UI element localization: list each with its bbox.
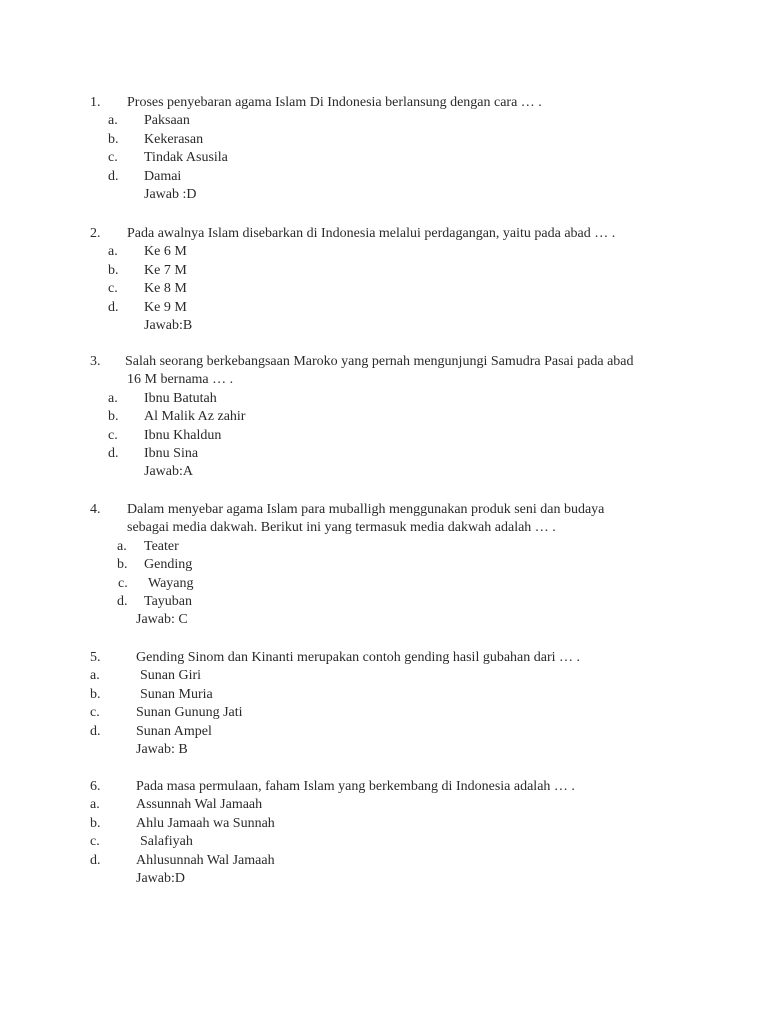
option-label: b. (108, 409, 119, 425)
option-text: Tayuban (144, 594, 193, 609)
option-text: Ibnu Khaldun (144, 427, 222, 443)
option-label: d. (108, 168, 119, 184)
option-text: Kekerasan (144, 131, 204, 147)
option-label: a. (117, 538, 127, 554)
option-text: Al Malik Az zahir (144, 409, 246, 425)
option-text: Sunan Giri (140, 668, 202, 684)
option-text: Salafiyah (140, 834, 193, 850)
option-label: d. (90, 723, 101, 739)
option-label: b. (108, 262, 119, 278)
option-label: a. (108, 244, 118, 260)
option-label: a. (108, 113, 118, 129)
option-label: d. (90, 852, 101, 868)
option-text: Teater (144, 538, 179, 554)
option-text: Sunan Ampel (136, 723, 212, 739)
question-number: 3. (90, 354, 101, 369)
option-label: c. (108, 150, 118, 166)
option-text: Sunan Muria (140, 686, 213, 702)
option-text: Ibnu Batutah (144, 390, 217, 406)
option-label: d. (117, 594, 128, 609)
option-text: Damai (144, 168, 182, 184)
answer-key: Jawab:D (136, 871, 185, 886)
question-stem-continuation: sebagai media dakwah. Berikut ini yang termasuk media dakwah adalah … . (127, 520, 556, 536)
option-text: Sunan Gunung Jati (136, 705, 243, 721)
option-label: a. (108, 390, 118, 406)
question-stem: Dalam menyebar agama Islam para muballigh menggunakan produk seni dan budaya (127, 502, 605, 517)
option-text: Paksaan (144, 113, 190, 129)
option-label: b. (117, 557, 128, 573)
option-label: d. (108, 299, 119, 315)
option-text: Ahlu Jamaah wa Sunnah (136, 815, 275, 831)
option-text: Ahlusunnah Wal Jamaah (136, 852, 275, 868)
option-text: Gending (144, 557, 193, 573)
option-label: c. (90, 705, 100, 721)
question-number: 5. (90, 650, 101, 665)
option-text: Ke 6 M (144, 244, 187, 260)
question-stem-continuation: 16 M bernama … . (127, 372, 234, 388)
option-label: b. (108, 131, 119, 147)
option-label: a. (90, 797, 100, 813)
question-stem: Gending Sinom dan Kinanti merupakan contoh gending hasil gubahan dari … . (136, 650, 581, 665)
option-label: b. (90, 686, 101, 702)
question-number: 4. (90, 502, 101, 517)
option-label: b. (90, 815, 101, 831)
option-text: Assunnah Wal Jamaah (136, 797, 263, 813)
question-number: 1. (90, 95, 101, 110)
option-text: Ke 9 M (144, 299, 187, 315)
answer-key: Jawab :D (144, 187, 197, 202)
option-label: c. (118, 575, 128, 591)
option-label: c. (108, 281, 118, 297)
option-label: a. (90, 668, 100, 684)
option-label: d. (108, 446, 119, 461)
option-text: Wayang (148, 575, 194, 591)
option-text: Tindak Asusila (144, 150, 228, 166)
option-text: Ibnu Sina (144, 446, 199, 461)
option-text: Ke 7 M (144, 262, 187, 278)
question-stem: Pada awalnya Islam disebarkan di Indonesia melalui perdagangan, yaitu pada abad … . (127, 226, 616, 241)
answer-key: Jawab:B (144, 318, 193, 333)
question-stem: Salah seorang berkebangsaan Maroko yang pernah mengunjungi Samudra Pasai pada abad (125, 354, 634, 369)
answer-key: Jawab:A (144, 464, 193, 480)
option-text: Ke 8 M (144, 281, 187, 297)
option-label: c. (108, 427, 118, 443)
question-stem: Proses penyebaran agama Islam Di Indonesia berlansung dengan cara … . (127, 95, 542, 110)
question-number: 6. (90, 779, 101, 794)
answer-key: Jawab: B (136, 742, 188, 757)
answer-key: Jawab: C (136, 612, 188, 628)
question-stem: Pada masa permulaan, faham Islam yang berkembang di Indonesia adalah … . (136, 779, 575, 794)
option-label: c. (90, 834, 100, 850)
question-number: 2. (90, 226, 101, 241)
